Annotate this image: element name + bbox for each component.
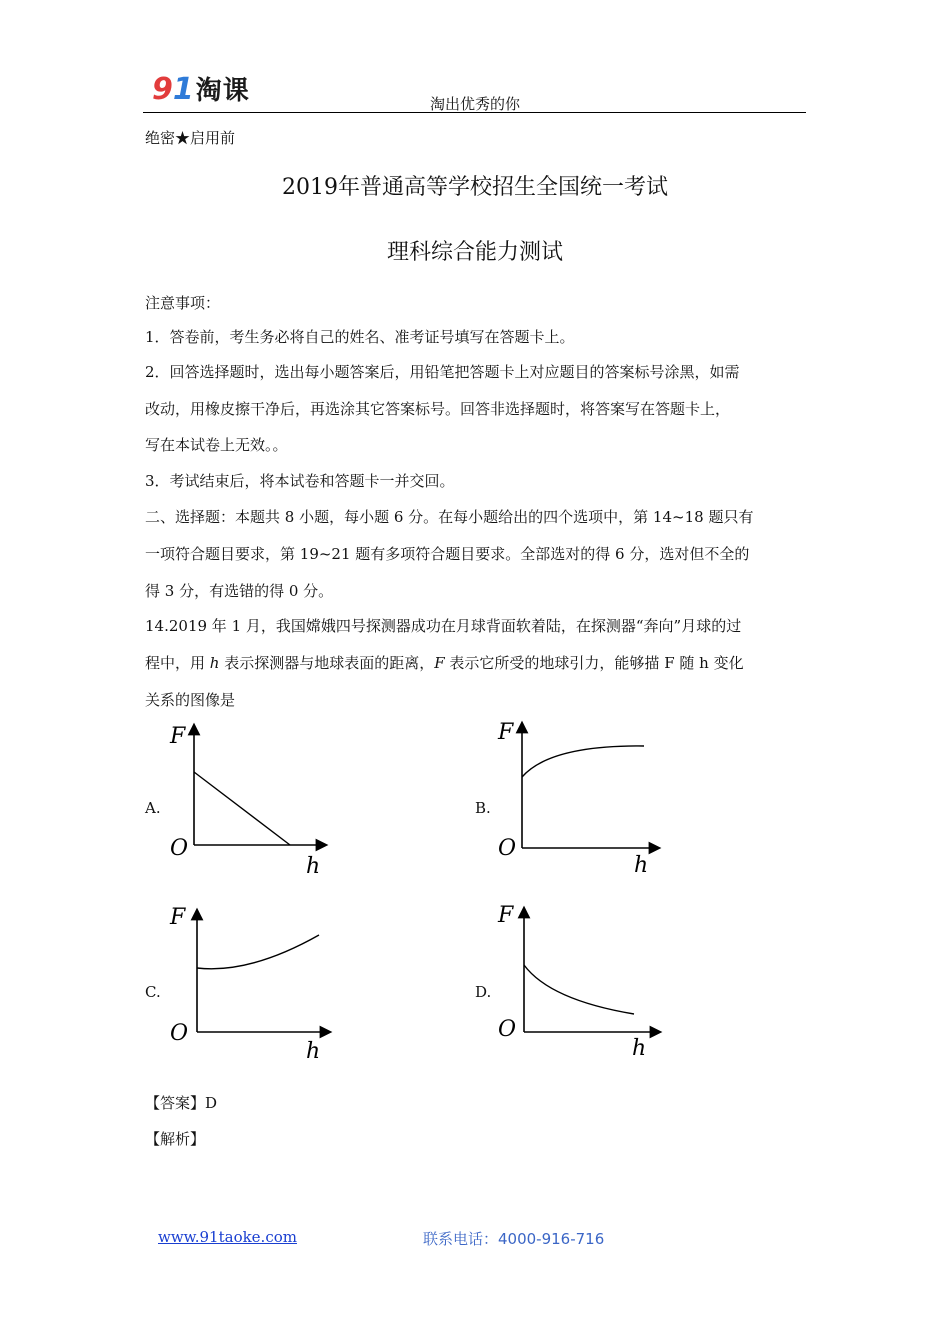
option-d-x-label: h	[632, 1036, 647, 1061]
footer-website-link[interactable]: www.91taoke.com	[158, 1228, 297, 1246]
notice-item-2-line-1: 2．回答选择题时，选出每小题答案后，用铅笔把答题卡上对应题目的答案标号涂黑，如需	[145, 363, 740, 381]
option-b-curve	[522, 746, 644, 777]
header-divider	[143, 112, 806, 113]
footer-phone: 联系电话：4000-916-716	[423, 1230, 605, 1248]
section-intro-line-1: 二、选择题：本题共 8 小题，每小题 6 分。在每小题给出的四个选项中，第 14~18 题只有	[145, 508, 754, 526]
notice-item-2-line-2: 改动，用橡皮擦干净后，再选涂其它答案标号。回答非选择题时，将答案写在答题卡上，	[145, 400, 731, 418]
logo-digit-nine: 9	[152, 72, 173, 107]
logo-digit-one: 1	[172, 72, 194, 107]
question-14-line-1: 14.2019 年 1 月，我国嫦娥四号探测器成功在月球背面软着陆，在探测器“奔向”月球的过	[145, 617, 742, 635]
option-c-graph	[160, 900, 340, 1065]
answer-line: 【答案】D	[145, 1094, 218, 1112]
option-b-origin-label: O	[498, 836, 517, 861]
exam-subtitle: 理科综合能力测试	[386, 240, 563, 265]
header-tagline: 淘出优秀的你	[429, 95, 520, 113]
option-a-y-label: F	[170, 724, 186, 749]
question-14-text-part-3: 表示它所受的地球引力，能够描 F 随 h 变化	[444, 654, 744, 672]
option-d-graph	[490, 900, 670, 1065]
option-b-x-label: h	[634, 853, 649, 878]
analysis-line: 【解析】	[145, 1130, 206, 1148]
notice-item-3: 3．考试结束后，将本试卷和答题卡一并交回。	[145, 472, 455, 490]
option-d-curve	[524, 965, 634, 1014]
option-b-label: B.	[475, 799, 491, 817]
question-14-line-3: 关系的图像是	[145, 691, 236, 709]
question-14-line-2	[145, 652, 744, 673]
option-c-label: C.	[145, 983, 161, 1001]
question-14-text-part-1: 程中，用	[145, 654, 210, 672]
option-d-label: D.	[475, 983, 492, 1001]
option-d-y-label: F	[498, 903, 514, 928]
section-intro-line-3: 得 3 分，有选错的得 0 分。	[145, 582, 334, 600]
secret-label: 绝密★启用前	[145, 129, 236, 147]
var-h: h	[209, 654, 220, 672]
option-c-y-label: F	[170, 905, 186, 930]
notice-item-1: 1．答卷前，考生务必将自己的姓名、准考证号填写在答题卡上。	[145, 328, 575, 346]
option-a-x-label: h	[306, 854, 321, 879]
option-c-origin-label: O	[170, 1021, 189, 1046]
option-a-origin-label: O	[170, 836, 189, 861]
option-c-x-label: h	[306, 1039, 321, 1064]
option-b-graph	[490, 715, 670, 880]
question-14-text-part-2: 表示探测器与地球表面的距离，	[219, 654, 435, 672]
section-intro-line-2: 一项符合题目要求，第 19~21 题有多项符合题目要求。全部选对的得 6 分，选对但不全的	[145, 545, 750, 563]
logo-text: 淘课	[195, 76, 250, 106]
option-d-origin-label: O	[498, 1017, 517, 1042]
option-a-graph	[160, 715, 340, 880]
option-b-y-label: F	[498, 720, 514, 745]
notice-item-2-line-3: 写在本试卷上无效。。	[145, 436, 288, 454]
option-a-label: A.	[145, 799, 161, 817]
option-a-curve	[194, 772, 290, 845]
notice-heading: 注意事项：	[145, 294, 221, 312]
option-c-curve	[197, 935, 319, 969]
var-F: F	[434, 654, 445, 672]
exam-title: 2019年普通高等学校招生全国统一考试	[282, 175, 668, 200]
